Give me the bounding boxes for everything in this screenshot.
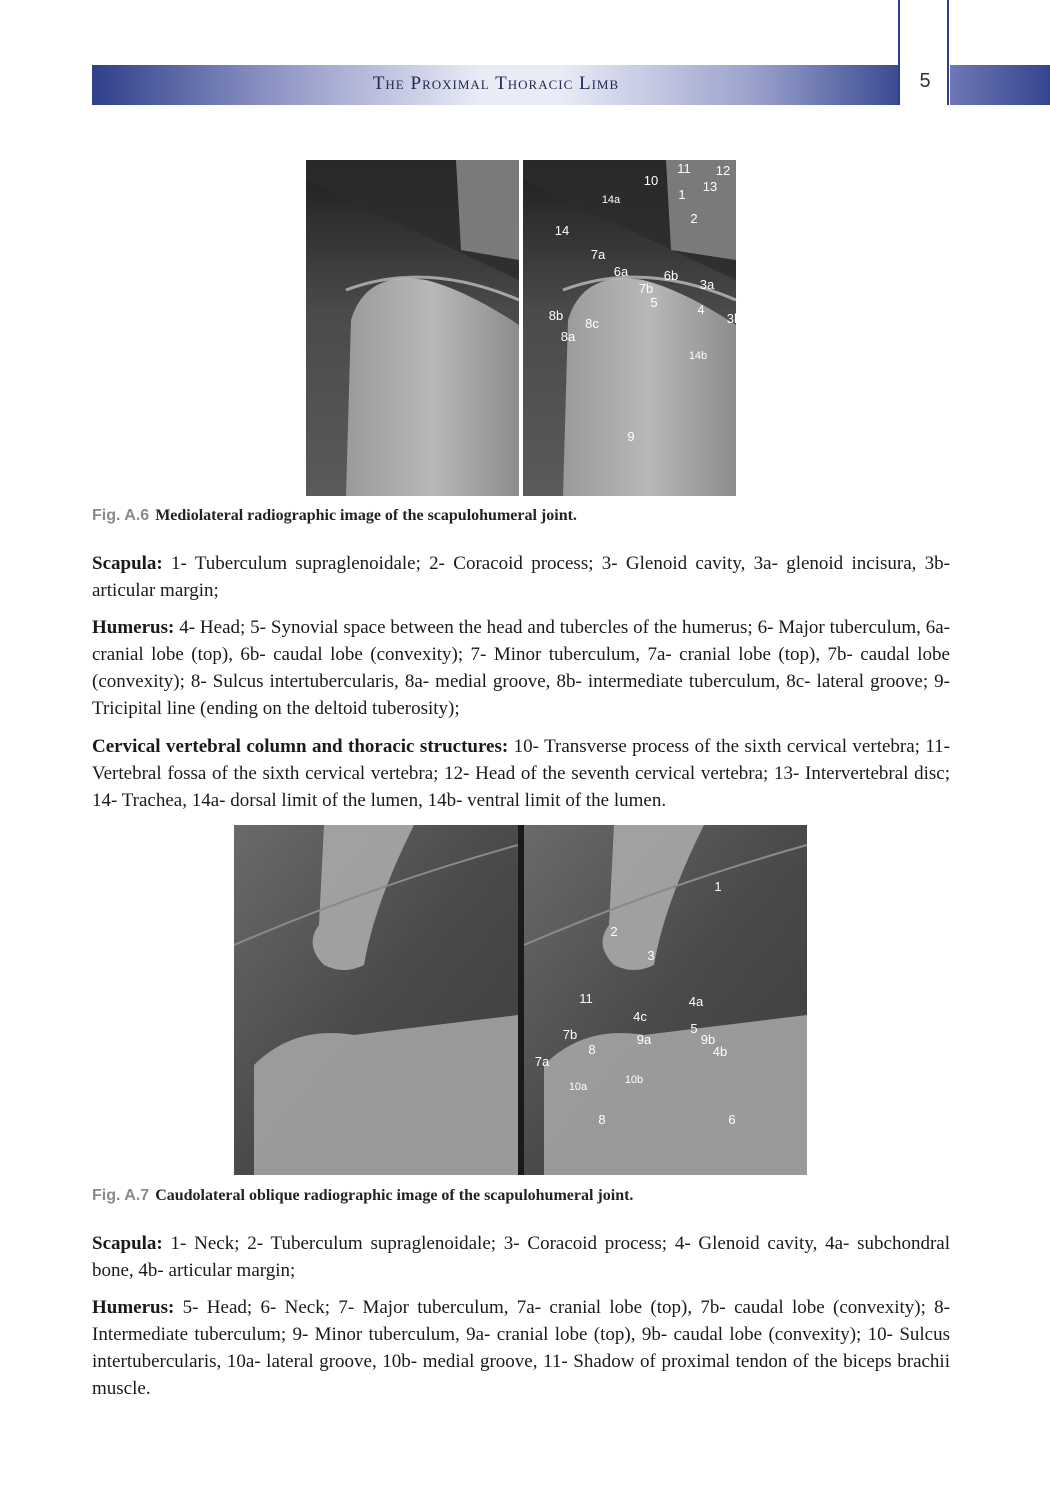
radiograph-label: 9 <box>627 429 635 444</box>
figure-a6-radiograph <box>306 160 742 496</box>
radiograph-label: 9b <box>700 1032 716 1047</box>
radiograph-label: 3b <box>726 311 742 326</box>
figure-a6-caption <box>92 507 577 525</box>
radiograph-panel-left <box>306 160 519 496</box>
legend-text: 1- Tuberculum supraglenoidale; 2- Coracoid process; 3- Glenoid cavity, 3a- glenoid incisura, 3b- articular margin; <box>92 553 950 601</box>
panel-separator <box>519 160 523 496</box>
radiograph-label: 4a <box>688 994 704 1009</box>
caption-text: Caudolateral oblique radiographic image of the scapulohumeral joint. <box>155 1187 634 1204</box>
radiograph-label: 5 <box>650 295 658 310</box>
radiograph-label: 8 <box>598 1112 606 1127</box>
radiograph-label: 1 <box>714 879 722 894</box>
legend-text: 4- Head; 5- Synovial space between the head and tubercles of the humerus; 6- Major tuberculum, 6a- cranial lobe (top), 6b- caudal lobe (convexity); 7- Minor tuberculum, 7a- cranial lobe (top), 7b- caudal lobe (convexity); 8- Sulcus intertubercularis, 8a- medial groove, 8b- intermediate tuberculum, 8c- lateral groove; 9- Tricipital line (ending on the deltoid tuberosity); <box>92 617 951 719</box>
radiograph-label: 6b <box>663 268 679 283</box>
figure-number: Fig. A.7 <box>92 1187 150 1204</box>
legend-paragraph <box>92 550 950 604</box>
radiograph-label: 8c <box>585 316 599 331</box>
radiograph-label: 6 <box>728 1112 736 1127</box>
radiograph-label: 10 <box>643 173 659 188</box>
radiograph-label: 2 <box>690 211 698 226</box>
running-header <box>92 65 900 105</box>
radiograph-label: 2 <box>610 924 618 939</box>
radiograph-panel-right <box>523 160 736 496</box>
legend-paragraph <box>92 733 950 814</box>
legend-text: 5- Head; 6- Neck; 7- Major tuberculum, 7a- cranial lobe (top), 7b- caudal lobe (convexity); 8- Intermediate tuberculum; 9- Minor tuberculum, 9a- cranial lobe (top), 9b- caudal lobe (convexity); 10- Sulcus intertubercularis, 10a- lateral groove, 10b- medial groove, 11- Shadow of proximal tendon of the biceps brachii muscle. <box>92 1297 950 1399</box>
radiograph-label: 14a <box>601 194 621 206</box>
legend-paragraph <box>92 614 950 722</box>
radiograph-label: 7a <box>590 247 606 262</box>
page-number: 5 <box>919 70 931 92</box>
radiograph-label: 7b <box>638 281 654 296</box>
radiograph-label: 13 <box>702 179 718 194</box>
figure-a7-caption <box>92 1187 633 1205</box>
radiograph-label: 8 <box>588 1042 596 1057</box>
legend-heading: Cervical vertebral column and thoracic structures: <box>92 736 509 757</box>
header-divider <box>898 0 900 105</box>
radiograph-label: 8a <box>560 329 576 344</box>
legend-paragraph <box>92 1230 950 1284</box>
radiograph-label: 4 <box>697 302 705 317</box>
radiograph-panel-left <box>234 825 518 1175</box>
radiograph-label: 7b <box>562 1027 578 1042</box>
legend-text: 1- Neck; 2- Tuberculum supraglenoidale; 3- Coracoid process; 4- Glenoid cavity, 4a- subchondral bone, 4b- articular margin; <box>92 1233 951 1281</box>
radiograph-label: 10a <box>568 1081 588 1093</box>
radiograph-label: 14 <box>554 223 570 238</box>
caption-text: Mediolateral radiographic image of the scapulohumeral joint. <box>155 507 577 524</box>
radiograph-label: 3a <box>699 277 715 292</box>
radiograph-label: 4c <box>633 1009 647 1024</box>
radiograph-label: 7a <box>534 1054 550 1069</box>
legend-heading: Humerus: <box>92 1297 175 1318</box>
header-divider <box>947 0 949 105</box>
radiograph-label: 4b <box>712 1044 728 1059</box>
radiograph-label: 1 <box>678 187 686 202</box>
header-tab <box>950 65 1050 105</box>
radiograph-label: 11 <box>677 161 691 176</box>
panel-separator <box>518 825 524 1175</box>
figure-number: Fig. A.6 <box>92 507 150 524</box>
legend-heading: Scapula: <box>92 553 163 574</box>
radiograph-panel-right <box>524 825 807 1175</box>
radiograph-label: 12 <box>715 163 731 178</box>
legend-heading: Humerus: <box>92 617 175 638</box>
legend-paragraph <box>92 1294 950 1402</box>
radiograph-label: 5 <box>690 1021 698 1036</box>
legend-heading: Scapula: <box>92 1233 163 1254</box>
radiograph-label: 6a <box>613 264 629 279</box>
radiograph-label: 3 <box>647 948 655 963</box>
radiograph-label: 8b <box>548 308 564 323</box>
running-header-title: The Proximal Thoracic Limb <box>372 73 620 94</box>
radiograph-label: 9a <box>636 1032 652 1047</box>
radiograph-label: 10b <box>624 1074 644 1086</box>
radiograph-label: 11 <box>579 991 593 1006</box>
legend-text: 10- Transverse process of the sixth cervical vertebra; 11- Vertebral fossa of the sixth cervical vertebra; 12- Head of the seventh cervical vertebra; 13- Intervertebral disc; 14- Trachea, 14a- dorsal limit of the lumen, 14b- ventral limit of the lumen. <box>92 736 950 811</box>
radiograph-label: 14b <box>688 350 708 362</box>
figure-a7-radiograph <box>234 825 807 1175</box>
